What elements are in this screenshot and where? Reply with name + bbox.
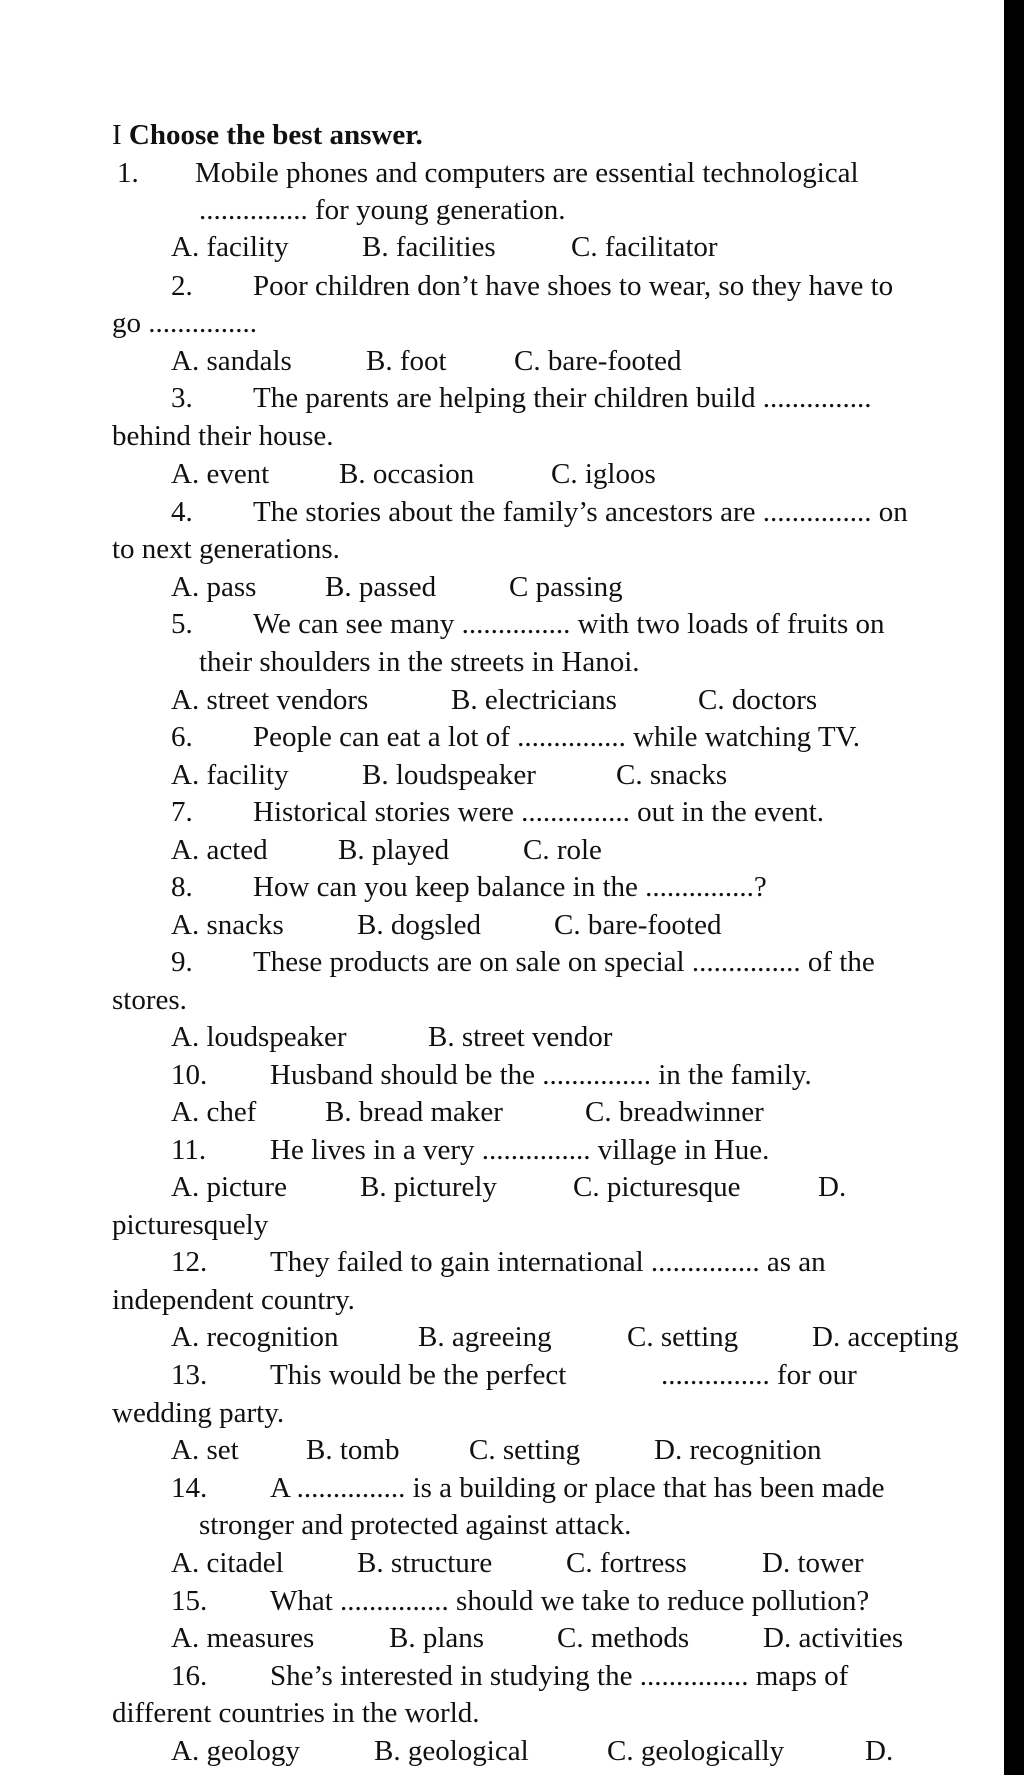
question-number: 15. xyxy=(171,1585,208,1617)
option-b: B. picturely xyxy=(360,1171,497,1203)
question-text: The parents are helping their children build ............... xyxy=(253,382,872,414)
option-b: B. passed xyxy=(325,571,437,603)
option-c: C. setting xyxy=(627,1321,739,1353)
option-a: A. recognition xyxy=(171,1321,339,1353)
question-text-cont: to next generations. xyxy=(112,533,340,565)
question-number: 3. xyxy=(171,382,193,414)
option-d: D. xyxy=(818,1171,847,1203)
option-a: A. picture xyxy=(171,1171,287,1203)
option-b: B. loudspeaker xyxy=(362,759,536,791)
question-number: 5. xyxy=(171,608,193,640)
question-number: 16. xyxy=(171,1660,208,1692)
option-b: B. structure xyxy=(357,1547,493,1579)
section-heading xyxy=(112,117,423,154)
option-b: B. occasion xyxy=(339,458,475,490)
option-c: C. igloos xyxy=(551,458,656,490)
option-b: B. played xyxy=(338,834,450,866)
option-d: D. tower xyxy=(762,1547,864,1579)
option-b: B. agreeing xyxy=(418,1321,552,1353)
question-text: The stories about the family’s ancestors are ............... on xyxy=(253,496,908,528)
option-a: A. sandals xyxy=(171,345,292,377)
question-text: How can you keep balance in the ...............? xyxy=(253,871,767,903)
question-text-cont: ............... for young generation. xyxy=(199,194,566,226)
question-text: Historical stories were ............... out in the event. xyxy=(253,796,825,828)
question-number: 14. xyxy=(171,1472,208,1504)
question-text: A ............... is a building or place that has been made xyxy=(270,1472,885,1504)
question-text: This would be the perfect xyxy=(270,1359,567,1391)
option-c: C. doctors xyxy=(698,684,818,716)
question-text-cont: behind their house. xyxy=(112,420,334,452)
option-c: C. setting xyxy=(469,1434,581,1466)
question-text: We can see many ............... with two loads of fruits on xyxy=(253,608,885,640)
question-number: 13. xyxy=(171,1359,208,1391)
option-a: A. loudspeaker xyxy=(171,1021,347,1053)
question-number: 8. xyxy=(171,871,193,903)
option-a: A. facility xyxy=(171,231,289,263)
section-title: Choose the best answer. xyxy=(128,119,423,151)
option-a: A. chef xyxy=(171,1096,257,1128)
question-number: 12. xyxy=(171,1246,208,1278)
question-text: He lives in a very ............... village in Hue. xyxy=(270,1134,770,1166)
question-text: These products are on sale on special ............... of the xyxy=(253,946,875,978)
option-c: C. bare-footed xyxy=(514,345,682,377)
option-c: C. bare-footed xyxy=(554,909,722,941)
question-text: What ............... should we take to reduce pollution? xyxy=(270,1585,870,1617)
option-b: B. electricians xyxy=(451,684,617,716)
option-c: C passing xyxy=(509,571,623,603)
option-b: B. dogsled xyxy=(357,909,482,941)
option-b: B. bread maker xyxy=(325,1096,503,1128)
option-d-cont: picturesquely xyxy=(112,1209,269,1241)
question-text-cont: different countries in the world. xyxy=(112,1697,480,1729)
option-b: B. tomb xyxy=(306,1434,400,1466)
option-b: B. foot xyxy=(366,345,447,377)
option-b: B. geological xyxy=(374,1735,529,1767)
option-d: D. xyxy=(865,1735,894,1767)
option-a: A. acted xyxy=(171,834,268,866)
question-number: 4. xyxy=(171,496,193,528)
question-text-cont: go ............... xyxy=(112,307,257,339)
option-a: A. geology xyxy=(171,1735,300,1767)
question-text-cont: wedding party. xyxy=(112,1397,285,1429)
option-c: C. methods xyxy=(557,1622,690,1654)
question-text: They failed to gain international ............... as an xyxy=(270,1246,826,1278)
option-c: C. snacks xyxy=(616,759,728,791)
question-number: 10. xyxy=(171,1059,208,1091)
question-number: 2. xyxy=(171,270,193,302)
option-a: A. measures xyxy=(171,1622,315,1654)
right-edge-bar xyxy=(1004,0,1024,1775)
option-a: A. pass xyxy=(171,571,257,603)
question-text: Poor children don’t have shoes to wear, so they have to xyxy=(253,270,894,302)
option-c: C. role xyxy=(523,834,602,866)
option-b: B. facilities xyxy=(362,231,496,263)
question-number: 6. xyxy=(171,721,193,753)
question-text: She’s interested in studying the ............... maps of xyxy=(270,1660,849,1692)
option-a: A. event xyxy=(171,458,270,490)
option-a: A. facility xyxy=(171,759,289,791)
option-a: A. set xyxy=(171,1434,239,1466)
question-text: People can eat a lot of ............... while watching TV. xyxy=(253,721,860,753)
question-text-cont: stronger and protected against attack. xyxy=(199,1509,632,1541)
question-text-blank: ............... for our xyxy=(661,1359,857,1391)
option-c: C. geologically xyxy=(607,1735,785,1767)
option-c: C. facilitator xyxy=(571,231,718,263)
option-d: D. accepting xyxy=(812,1321,959,1353)
option-d: D. recognition xyxy=(654,1434,822,1466)
question-text: Mobile phones and computers are essential technological xyxy=(195,157,859,189)
question-number: 11. xyxy=(171,1134,207,1166)
option-d: D. activities xyxy=(763,1622,904,1654)
question-text-cont: independent country. xyxy=(112,1284,355,1316)
question-number: 7. xyxy=(171,796,193,828)
option-a: A. street vendors xyxy=(171,684,369,716)
option-c: C. breadwinner xyxy=(585,1096,764,1128)
question-number: 9. xyxy=(171,946,193,978)
option-b: B. plans xyxy=(389,1622,485,1654)
option-b: B. street vendor xyxy=(428,1021,613,1053)
question-text-cont: stores. xyxy=(112,984,187,1016)
question-number: 1. xyxy=(117,157,139,189)
option-a: A. citadel xyxy=(171,1547,284,1579)
question-text-cont: their shoulders in the streets in Hanoi. xyxy=(199,646,640,678)
option-c: C. picturesque xyxy=(573,1171,741,1203)
option-a: A. snacks xyxy=(171,909,284,941)
section-number: I xyxy=(112,119,122,151)
question-text: Husband should be the ............... in the family. xyxy=(270,1059,812,1091)
option-c: C. fortress xyxy=(566,1547,687,1579)
